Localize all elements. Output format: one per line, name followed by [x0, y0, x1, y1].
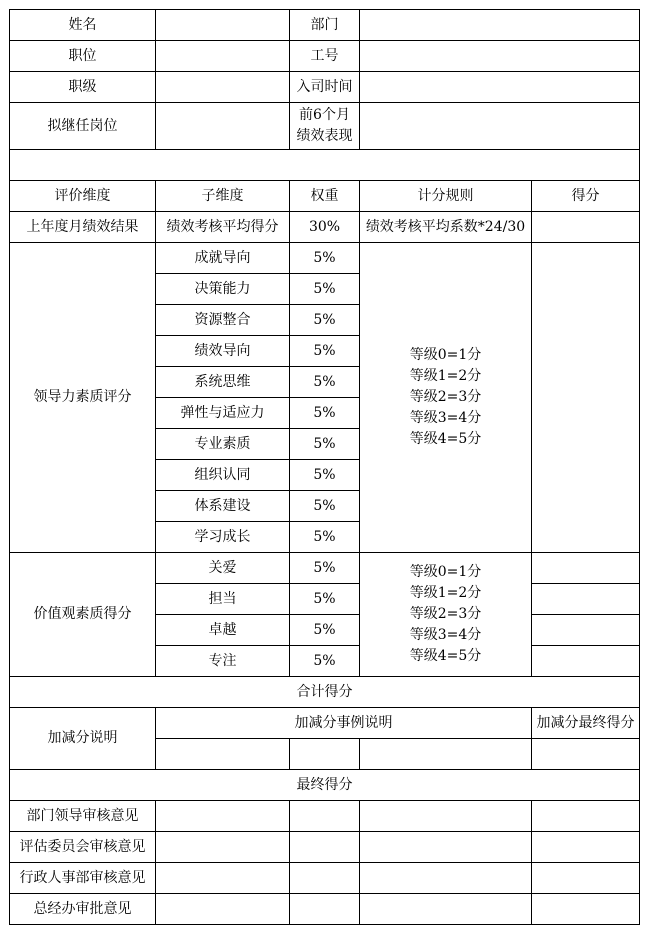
- bonus-label: 加减分说明: [10, 708, 156, 770]
- values-item: 担当: [156, 584, 290, 615]
- last-year-score[interactable]: [532, 212, 640, 243]
- perf6-label-line1: 前6个月: [299, 107, 350, 123]
- hire-date-label: 入司时间: [290, 72, 360, 103]
- leadership-weight: 5%: [290, 522, 360, 553]
- leadership-item: 系统思维: [156, 367, 290, 398]
- leadership-weight: 5%: [290, 305, 360, 336]
- level-label: 职级: [10, 72, 156, 103]
- rule-line: 等级3=4分: [409, 627, 482, 643]
- rule-line: 等级4=5分: [409, 431, 482, 447]
- bonus-case-field[interactable]: [290, 739, 360, 770]
- rule-line: 等级2=3分: [409, 389, 482, 405]
- intended-post-label: 拟继任岗位: [10, 103, 156, 150]
- last-year-sub: 绩效考核平均得分: [156, 212, 290, 243]
- leadership-rules: [360, 243, 532, 553]
- perf6-label-line2: 绩效表现: [296, 128, 353, 144]
- leadership-weight: 5%: [290, 274, 360, 305]
- leadership-weight: 5%: [290, 398, 360, 429]
- leadership-item: 绩效导向: [156, 336, 290, 367]
- hire-date-field[interactable]: [360, 72, 640, 103]
- position-field[interactable]: [156, 41, 290, 72]
- leadership-weight: 5%: [290, 243, 360, 274]
- position-label: 职位: [10, 41, 156, 72]
- bonus-final-label: 加减分最终得分: [532, 708, 640, 739]
- rule-line: 等级4=5分: [409, 648, 482, 664]
- approval-field[interactable]: [360, 863, 532, 894]
- values-score[interactable]: [532, 584, 640, 615]
- leadership-weight: 5%: [290, 460, 360, 491]
- approval-field[interactable]: [156, 832, 290, 863]
- intended-post-field[interactable]: [156, 103, 290, 150]
- leadership-item: 成就导向: [156, 243, 290, 274]
- values-weight: 5%: [290, 584, 360, 615]
- values-score[interactable]: [532, 615, 640, 646]
- rule-line: 等级1=2分: [409, 368, 482, 384]
- approval-field[interactable]: [290, 894, 360, 925]
- final-score-label: 最终得分: [10, 770, 640, 801]
- last-year-rule: 绩效考核平均系数*24/30: [360, 212, 532, 243]
- leadership-item: 资源整合: [156, 305, 290, 336]
- bonus-case-field[interactable]: [360, 739, 532, 770]
- values-item: 关爱: [156, 553, 290, 584]
- leadership-weight: 5%: [290, 336, 360, 367]
- employee-no-label: 工号: [290, 41, 360, 72]
- approval-field[interactable]: [290, 863, 360, 894]
- col-score: 得分: [532, 181, 640, 212]
- leadership-item: 组织认同: [156, 460, 290, 491]
- leadership-score[interactable]: [532, 243, 640, 553]
- approval-field[interactable]: [360, 894, 532, 925]
- values-item: 专注: [156, 646, 290, 677]
- values-weight: 5%: [290, 615, 360, 646]
- evaluation-form-table: [9, 9, 640, 925]
- leadership-weight: 5%: [290, 429, 360, 460]
- approval-field[interactable]: [360, 832, 532, 863]
- bonus-case-label: 加减分事例说明: [156, 708, 532, 739]
- values-dimension: 价值观素质得分: [10, 553, 156, 677]
- name-field[interactable]: [156, 10, 290, 41]
- values-weight: 5%: [290, 646, 360, 677]
- leadership-weight: 5%: [290, 491, 360, 522]
- approval-label: 部门领导审核意见: [10, 801, 156, 832]
- leadership-weight: 5%: [290, 367, 360, 398]
- leadership-item: 决策能力: [156, 274, 290, 305]
- col-dimension: 评价维度: [10, 181, 156, 212]
- values-score[interactable]: [532, 553, 640, 584]
- approval-field[interactable]: [532, 863, 640, 894]
- values-rules: [360, 553, 532, 677]
- bonus-case-field[interactable]: [156, 739, 290, 770]
- col-sub-dimension: 子维度: [156, 181, 290, 212]
- last-year-weight: 30%: [290, 212, 360, 243]
- values-item: 卓越: [156, 615, 290, 646]
- approval-field[interactable]: [156, 894, 290, 925]
- department-field[interactable]: [360, 10, 640, 41]
- rule-line: 等级3=4分: [409, 410, 482, 426]
- values-score[interactable]: [532, 646, 640, 677]
- leadership-item: 体系建设: [156, 491, 290, 522]
- spacer-row: [10, 150, 640, 181]
- name-label: 姓名: [10, 10, 156, 41]
- approval-label: 总经办审批意见: [10, 894, 156, 925]
- col-rule: 计分规则: [360, 181, 532, 212]
- rule-line: 等级0=1分: [409, 347, 482, 363]
- perf6-label: [290, 103, 360, 150]
- approval-field[interactable]: [360, 801, 532, 832]
- employee-no-field[interactable]: [360, 41, 640, 72]
- leadership-dimension: 领导力素质评分: [10, 243, 156, 553]
- perf6-field[interactable]: [360, 103, 640, 150]
- level-field[interactable]: [156, 72, 290, 103]
- approval-label: 评估委员会审核意见: [10, 832, 156, 863]
- approval-label: 行政人事部审核意见: [10, 863, 156, 894]
- approval-field[interactable]: [532, 894, 640, 925]
- rule-line: 等级1=2分: [409, 585, 482, 601]
- approval-field[interactable]: [290, 801, 360, 832]
- rule-line: 等级2=3分: [409, 606, 482, 622]
- approval-field[interactable]: [156, 801, 290, 832]
- leadership-item: 学习成长: [156, 522, 290, 553]
- values-weight: 5%: [290, 553, 360, 584]
- last-year-dimension: 上年度月绩效结果: [10, 212, 156, 243]
- col-weight: 权重: [290, 181, 360, 212]
- rule-line: 等级0=1分: [409, 564, 482, 580]
- total-score-label: 合计得分: [10, 677, 640, 708]
- leadership-item: 弹性与适应力: [156, 398, 290, 429]
- department-label: 部门: [290, 10, 360, 41]
- approval-field[interactable]: [532, 801, 640, 832]
- leadership-item: 专业素质: [156, 429, 290, 460]
- bonus-final-field[interactable]: [532, 739, 640, 770]
- approval-field[interactable]: [156, 863, 290, 894]
- approval-field[interactable]: [532, 832, 640, 863]
- approval-field[interactable]: [290, 832, 360, 863]
